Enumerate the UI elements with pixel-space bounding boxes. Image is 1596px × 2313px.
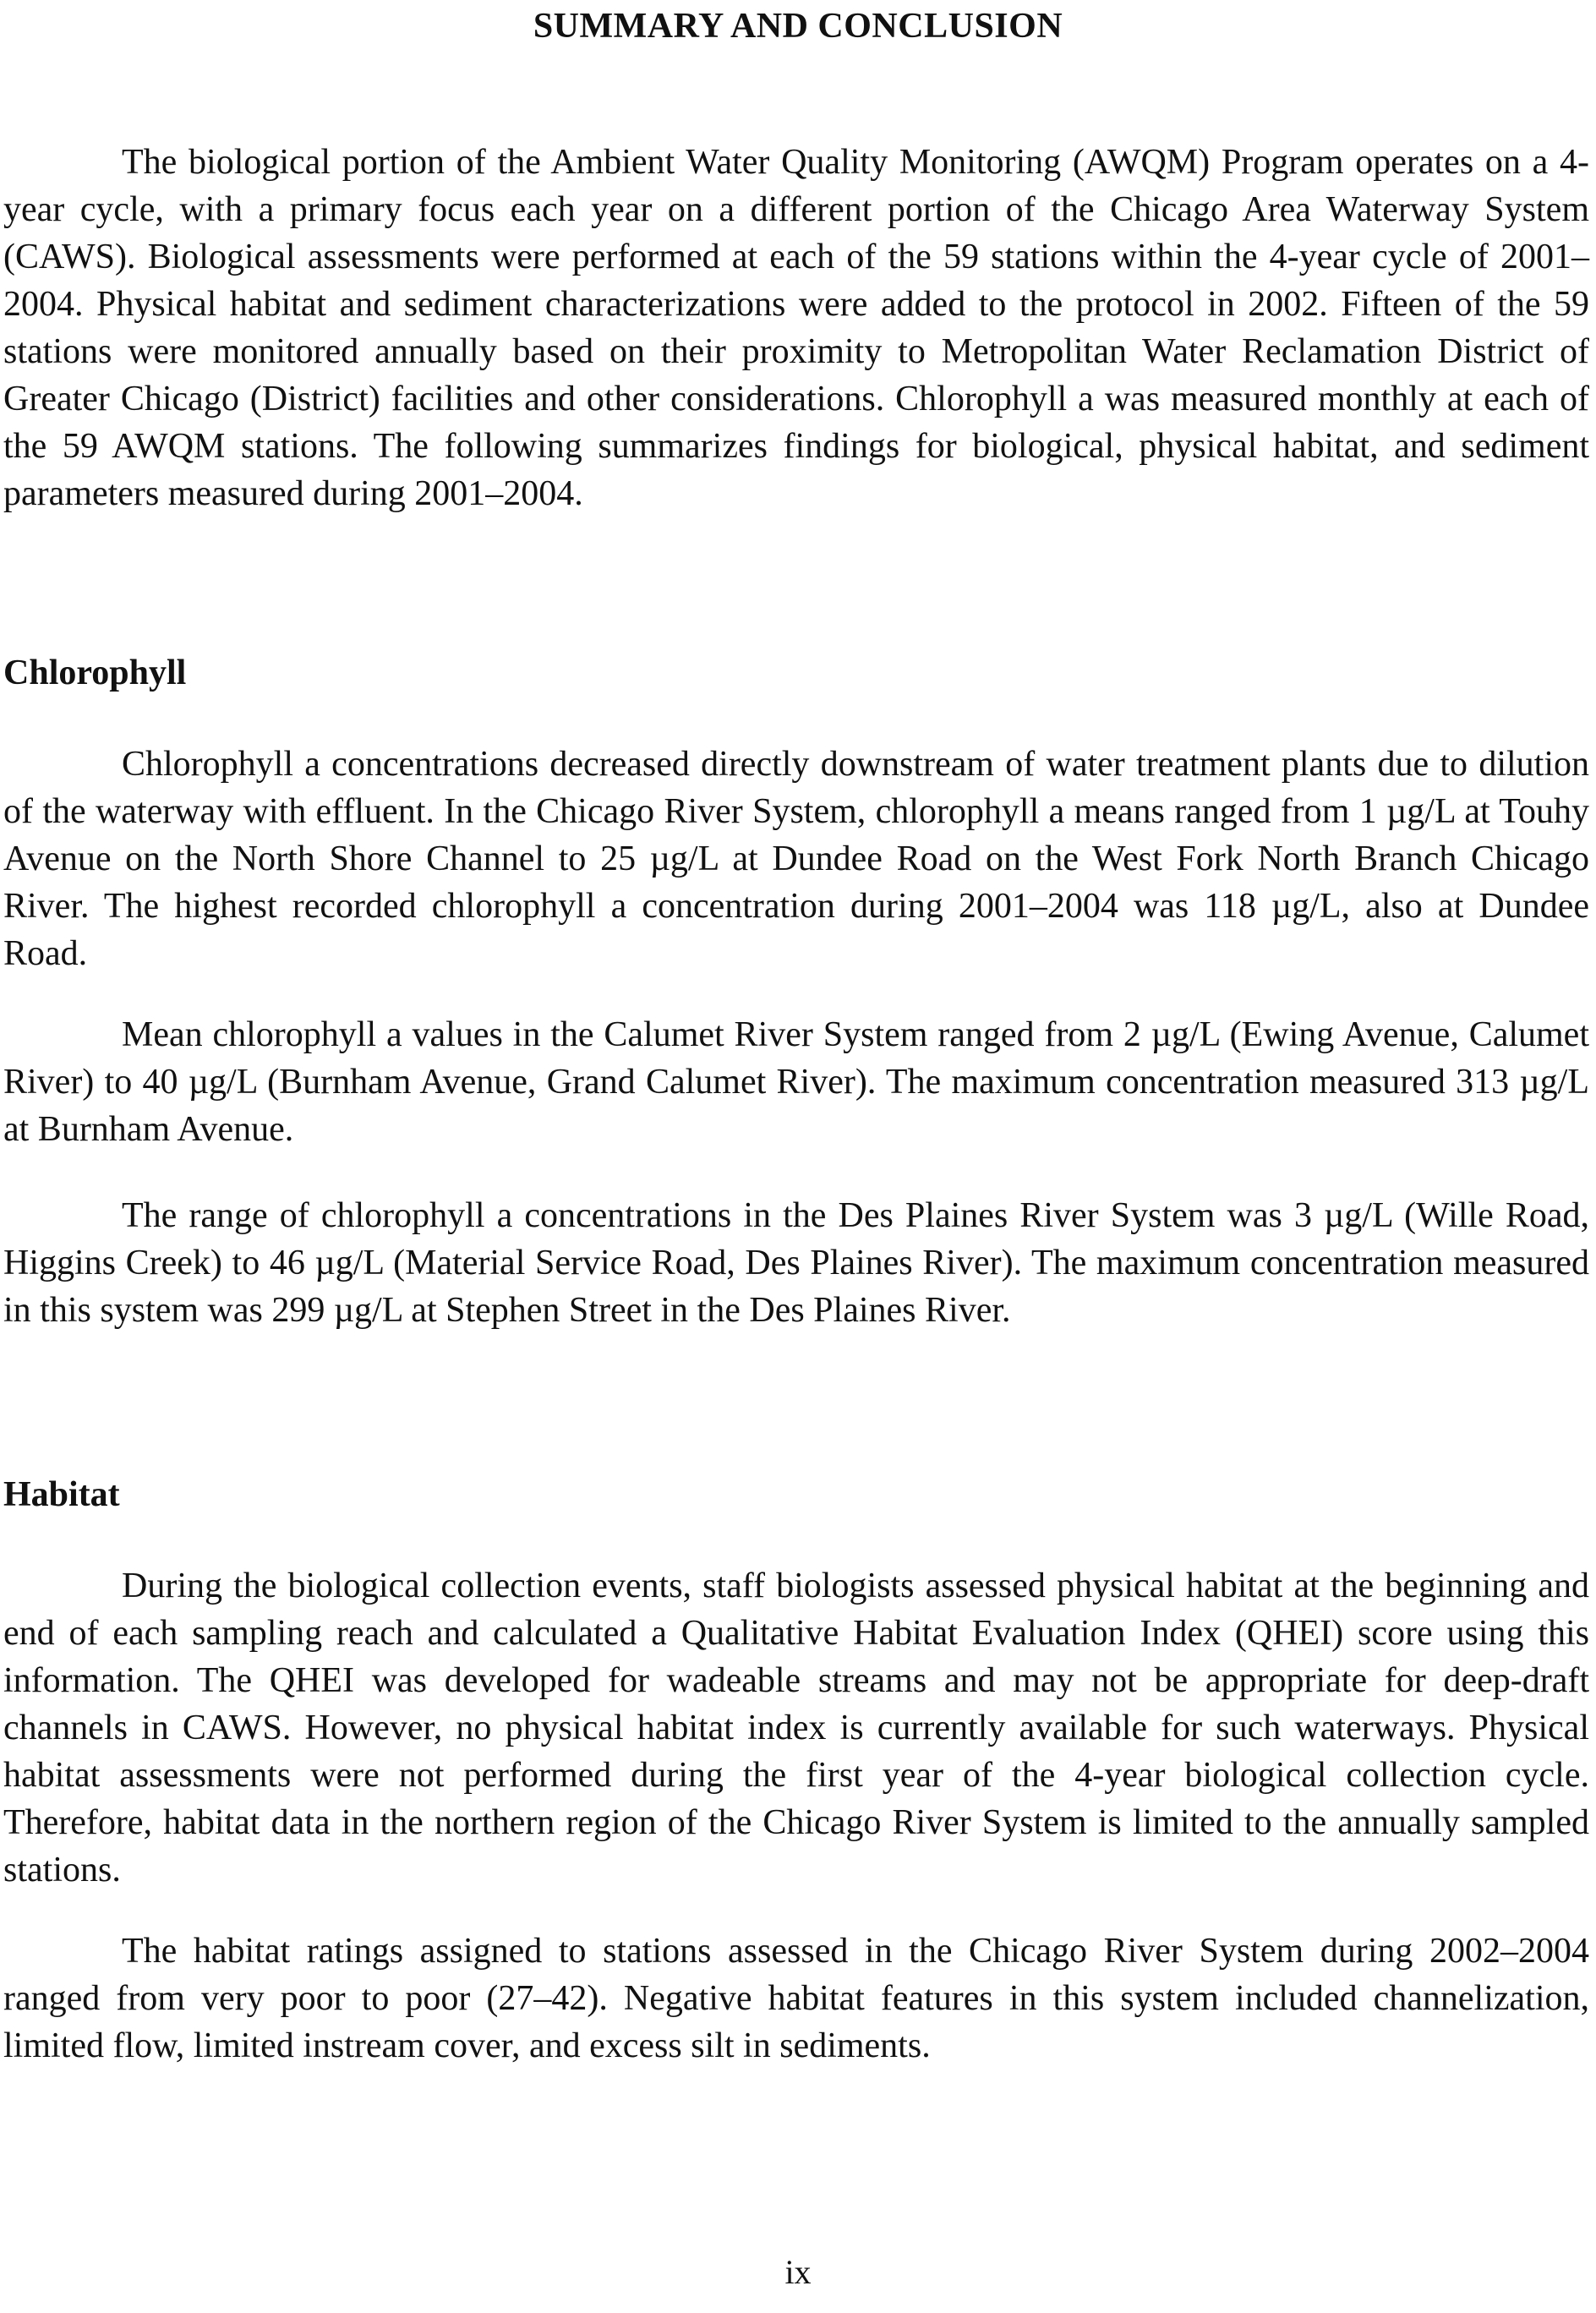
section-heading-chlorophyll: Chlorophyll xyxy=(3,653,187,692)
chlorophyll-paragraph-chicago: Chlorophyll a concentrations decreased directly downstream of water treatment plants due to dilution of the waterway with effluent. In the Chicago River System, chlorophyll a means ranged from 1 µg/L at Touhy Avenue on the North Shore Channel to 25 µg/L at Dundee Road on the West Fork North Branch Chicago River. The highest recorded chlorophyll a concentration during 2001–2004 was 118 µg/L, also at Dundee Road. xyxy=(3,745,1589,973)
chlorophyll-paragraph-des-plaines: The range of chlorophyll a concentrations in the Des Plaines River System was 3 µg/L (Wille Road, Higgins Creek) to 46 µg/L (Material Service Road, Des Plaines River). The maximum concentration measured in this system was 299 µg/L at Stephen Street in the Des Plaines River. xyxy=(3,1196,1589,1330)
section-heading-habitat: Habitat xyxy=(3,1475,120,1514)
habitat-paragraph-assessment: During the biological collection events, staff biologists assessed physical habitat at the beginning and end of each sampling reach and calculated a Qualitative Habitat Evaluation Index (QHEI) score using this information. The QHEI was developed for wadeable streams and may not be appropriate for deep-draft channels in CAWS. However, no physical habitat index is currently available for such waterways. Physical habitat assessments were not performed during the first year of the 4-year biological collection cycle. Therefore, habitat data in the northern region of the Chicago River System is limited to the annually sampled stations. xyxy=(3,1567,1589,1889)
habitat-paragraph-ratings: The habitat ratings assigned to stations assessed in the Chicago River System during 2002–2004 ranged from very poor to poor (27–42). Negative habitat features in this system included channelization, limited flow, limited instream cover, and excess silt in sediments. xyxy=(3,1932,1589,2065)
chlorophyll-paragraph-calumet: Mean chlorophyll a values in the Calumet River System ranged from 2 µg/L (Ewing Avenue, Calumet River) to 40 µg/L (Burnham Avenue, Grand Calumet River). The maximum concentration measured 313 µg/L at Burnham Avenue. xyxy=(3,1015,1589,1149)
intro-paragraph: The biological portion of the Ambient Water Quality Monitoring (AWQM) Program operates on a 4-year cycle, with a primary focus each year on a different portion of the Chicago Area Waterway System (CAWS). Biological assessments were performed at each of the 59 stations within the 4-year cycle of 2001–2004. Physical habitat and sediment characterizations were added to the protocol in 2002. Fifteen of the 59 stations were monitored annually based on their proximity to Metropolitan Water Reclamation District of Greater Chicago (District) facilities and other considerations. Chlorophyll a was measured monthly at each of the 59 AWQM stations. The following summarizes findings for biological, physical habitat, and sediment parameters measured during 2001–2004. xyxy=(3,143,1589,513)
page-number: ix xyxy=(784,2253,812,2291)
page-title: SUMMARY AND CONCLUSION xyxy=(533,7,1063,46)
